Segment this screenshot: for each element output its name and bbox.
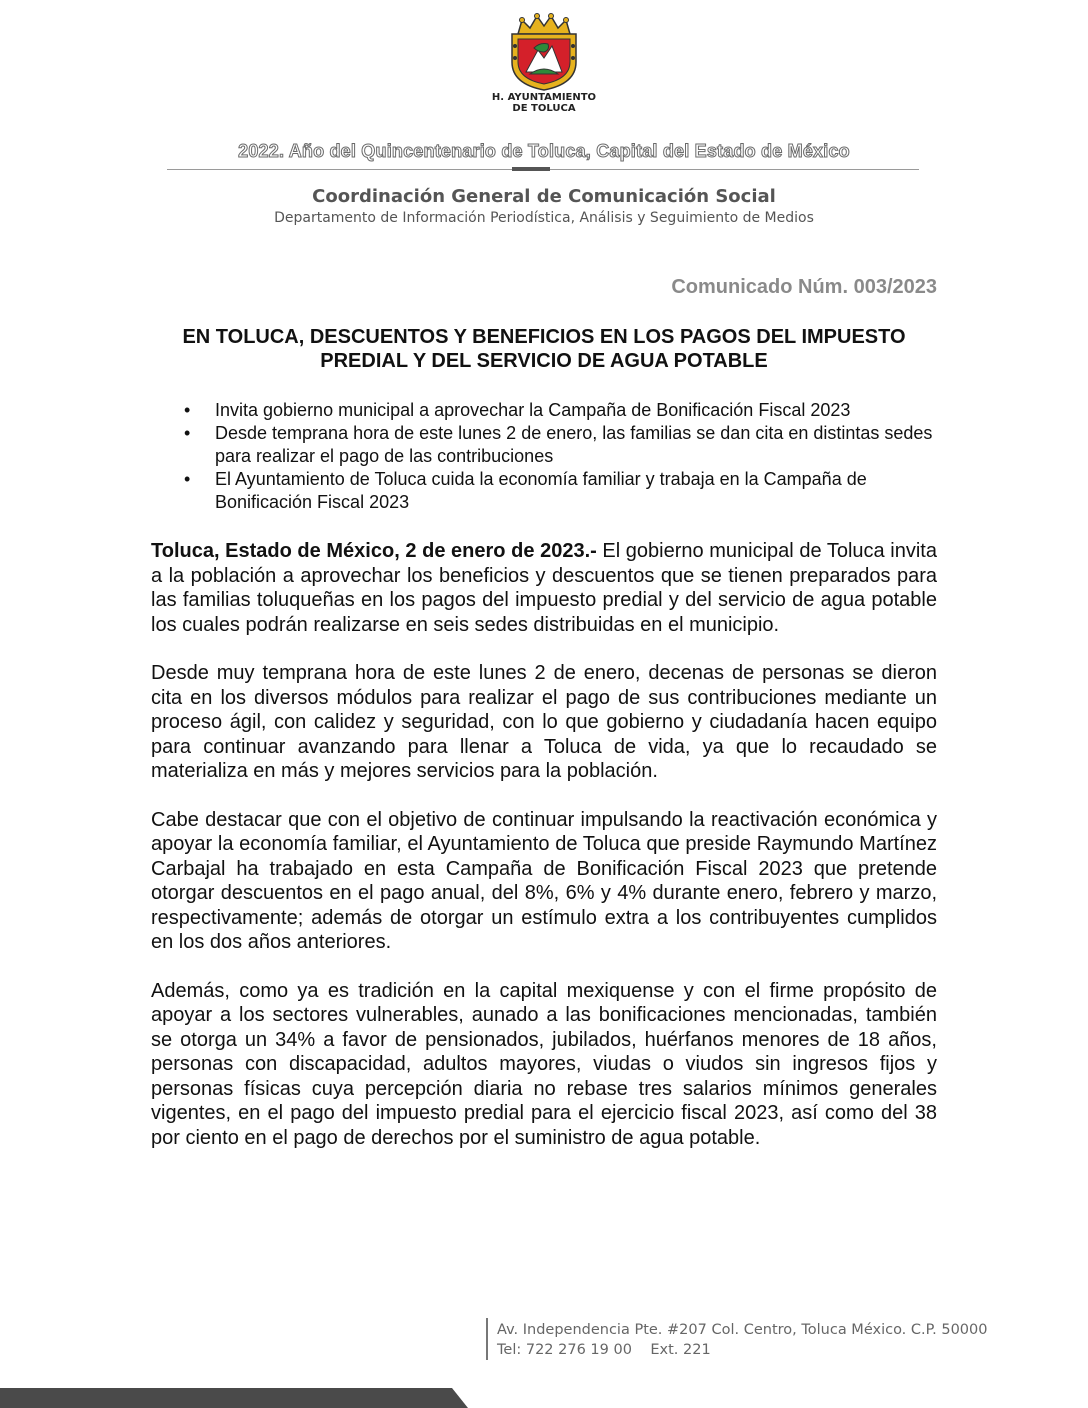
footer-strip (0, 1386, 1088, 1408)
year-motto: 2022. Año del Quincentenario de Toluca, Capital del Estado de México (238, 141, 850, 161)
bullet-item: • Invita gobierno municipal a aprovechar la Campaña de Bonificación Fiscal 2023 (182, 399, 942, 422)
bullet-item: • Desde temprana hora de este lunes 2 de enero, las familias se dan cita en distintas sedes para realizar el pago de las contribuciones (182, 422, 942, 468)
footer-phone: Tel: 722 276 19 00 Ext. 221 (497, 1342, 711, 1358)
release-body (151, 539, 937, 1174)
bullet-item: • El Ayuntamiento de Toluca cuida la economía familiar y trabaja en la Campaña de Bonificación Fiscal 2023 (182, 468, 942, 514)
department-subtitle: Departamento de Información Periodística, Análisis y Seguimiento de Medios (274, 210, 814, 226)
body-paragraph-4: Además, como ya es tradición en la capital mexiquense y con el firme propósito de apoyar a los sectores vulnerables, aunado a las bonificaciones mencionadas, también se otorga un 34% a favor de pensionados, jubilados, huérfanos menores de 18 años, personas con discapacidad, adultos mayores, viudas o viudos sin ingresos fijos y personas físicas cuya percepción diaria no rebase tres salarios mínimos generales vigentes, en el pago del impuesto predial para el ejercicio fiscal 2023, así como del 38 por ciento en el pago de derechos por el suministro de agua potable. (151, 979, 937, 1149)
dateline: Toluca, Estado de México, 2 de enero de 2023.- (151, 540, 597, 562)
paragraph-text: El gobierno municipal de Toluca invita a la población a aprovechar los beneficios y descuentos que se tienen preparados para las familias toluqueñas en los pagos del impuesto predial y del servicio de agua potable los cuales podrán realizarse en seis sedes distribuidas en el municipio. (151, 540, 937, 636)
body-paragraph-1 (151, 539, 937, 637)
summary-bullets (182, 399, 942, 514)
release-number: Comunicado Núm. 003/2023 (671, 276, 937, 298)
toluca-crest-logo (484, 12, 604, 114)
logo-caption-line-2: DE TOLUCA (512, 103, 576, 114)
footer-contact (497, 1320, 987, 1360)
footer-address: Av. Independencia Pte. #207 Col. Centro, Toluca México. C.P. 50000 (497, 1322, 988, 1338)
footer-divider (486, 1318, 488, 1360)
release-headline: EN TOLUCA, DESCUENTOS Y BENEFICIOS EN LOS PAGOS DEL IMPUESTO PREDIAL Y DEL SERVICIO DE AGUA POTABLE (182, 326, 906, 372)
body-paragraph-2: Desde muy temprana hora de este lunes 2 de enero, decenas de personas se dieron cita en los diversos módulos para realizar el pago de sus contribuciones mediante un proceso ágil, con calidez y seguridad, con lo que gobierno y ciudadanía hacen equipo para continuar avanzando para llenar a Toluca de vida, ya que lo recaudado se materializa en más y mejores servicios para la población. (151, 662, 937, 782)
crest-icon (504, 12, 584, 92)
header-divider-accent (512, 167, 550, 171)
logo-caption-line-1: H. AYUNTAMIENTO (491, 92, 597, 103)
coordination-title: Coordinación General de Comunicación Social (312, 186, 776, 207)
body-paragraph-3: Cabe destacar que con el objetivo de continuar impulsando la reactivación económica y apoyar la economía familiar, el Ayuntamiento de Toluca que preside Raymundo Martínez Carbajal ha trabajado en esta Campaña de Bonificación Fiscal 2023 que pretende otorgar descuentos en el pago anual, del 8%, 6% y 4% durante enero, febrero y marzo, respectivamente; además de otorgar un estímulo extra a los contribuyentes cumplidos en los dos años anteriores. (151, 808, 937, 953)
